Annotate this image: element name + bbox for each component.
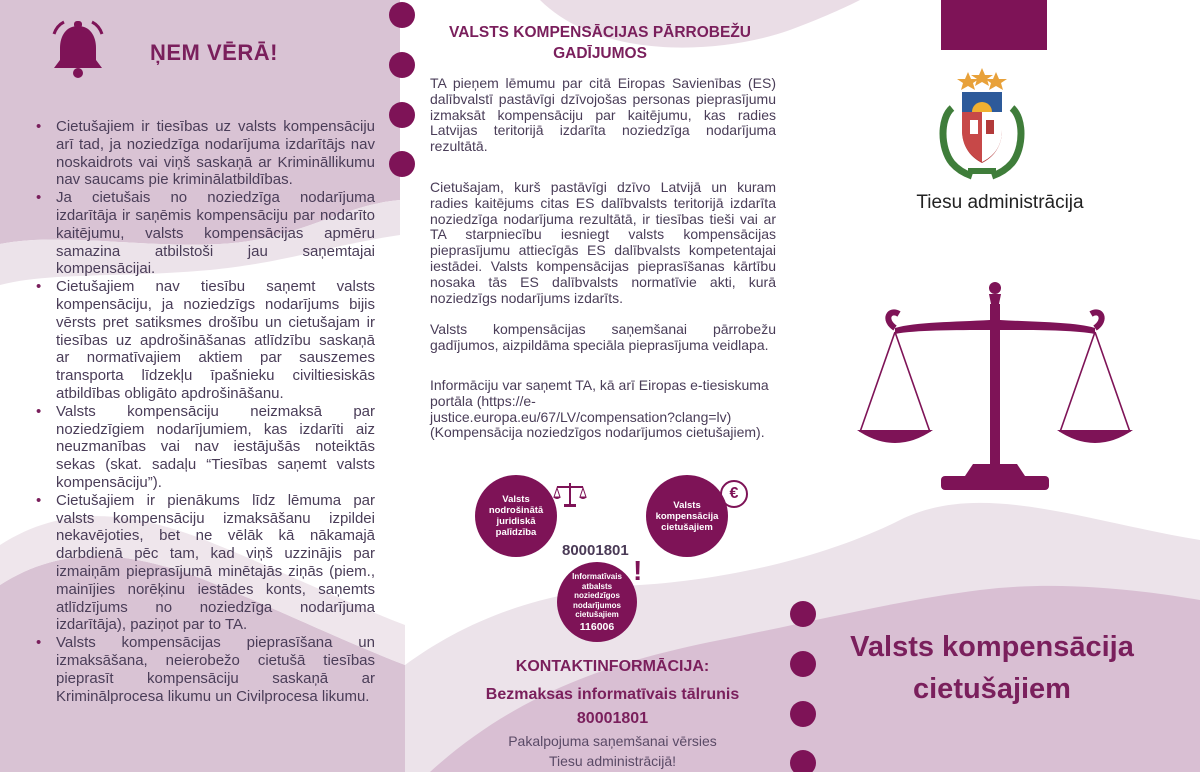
info-support-number: 116006 <box>579 620 615 633</box>
note-title: ŅEM VĒRĀ! <box>150 40 278 65</box>
scales-icon <box>855 280 1135 496</box>
decorative-dot <box>790 601 816 627</box>
legal-aid-circle <box>475 475 557 557</box>
rights-list <box>30 118 375 705</box>
decorative-dot <box>389 2 415 28</box>
compensation-circle <box>646 475 728 557</box>
contact-hotline <box>440 683 785 731</box>
info-support-label: Informatīvais atbalsts noziedzīgos nodarījumos cietušajiem <box>572 572 622 619</box>
decorative-dot <box>389 52 415 78</box>
title-line: cietušajiem <box>913 673 1071 705</box>
coat-of-arms <box>938 68 1026 180</box>
hotline-contact-number: 80001801 <box>576 710 649 727</box>
list-item: • Valsts kompensāciju neizmaksā par noziedzīgiem nodarījumiem, kas izdarīti aiz neuzmanības vai nav iestājušās noteiktās sekas (skat. sadaļu “Tiesības saņemt valsts kompensāciju”). <box>30 403 375 492</box>
contact-title: KONTAKTINFORMĀCIJA: <box>515 658 710 675</box>
hotline-label: Bezmaksas informatīvais tālrunis <box>485 686 740 703</box>
list-item: • Cietušajiem ir tiesības uz valsts kompensāciju arī tad, ja noziedzīga nodarījuma izdarītājs nav noskaidrots vai viņš saskaņā ar Krimināllikumu nav saucams pie kriminālatbildības. <box>30 118 375 189</box>
brochure-title <box>812 626 1172 710</box>
cross-border-paragraph: Cietušajam, kurš pastāvīgi dzīvo Latvijā un kuram radies kaitējums citas ES dalībvalsts teritorijā izdarīta noziedzīga nodarījuma rezultātā, ir tiesības tieši vai ar TA starpniecību iesniegt valsts kompensācijas pieprasījumu attiecīgās ES dalībvalsts kompetentajai iestādei. Valsts kompensācijas pieprasīšanas kārtību nosaka tās ES dalībvalsts normatīvie akti, kurā noziedzīgs nodarījums izdarīts. <box>430 179 776 306</box>
compensation-label: Valsts kompensācija cietušajiem <box>655 499 719 533</box>
list-item: • Cietušajiem ir pienākums līdz lēmuma par valsts kompensāciju izmaksāšanu izpildei nekavējoties, bet ne vēlāk kā nākamajā darbdienā pēc tam, kad viņš uzzinājis par izmaiņām pieprasījumā minētajās ziņās (piem., mainījies norēķinu iestādes konts, saņemts atlīdzījums no noziedzīga nodarījuma izdarītāja), paziņot par to TA. <box>30 492 375 634</box>
contact-note-line: Tiesu administrācijā! <box>548 753 677 769</box>
contact-note <box>440 731 785 771</box>
decorative-dot <box>790 750 816 772</box>
euro-icon: € <box>720 480 748 508</box>
title-line: Valsts kompensācija <box>850 631 1134 663</box>
legal-aid-label: Valsts nodrošinātā juridiskā palīdzība <box>488 494 544 538</box>
scales-icon <box>553 480 587 510</box>
contact-note-line: Pakalpojuma saņemšanai vērsies <box>508 733 717 749</box>
list-item: • Valsts kompensācijas pieprasīšana un izmaksāšana, neierobežo cietušā tiesības pieprasīt kompensāciju saskaņā ar Kriminālprocesa likumu un Civilprocesa likumu. <box>30 634 375 705</box>
cross-border-paragraph: Valsts kompensācijas saņemšanai pārrobežu gadījumos, aizpildāma speciāla pieprasījuma veidlapa. <box>430 321 776 353</box>
list-item: • Ja cietušais no noziedzīga nodarījuma izdarītāja ir saņēmis kompensāciju par nodarīto kaitējumu, valsts kompensācijas apmēru samazina atbilstoši jau saņemtajai kompensācijai. <box>30 189 375 278</box>
cross-border-paragraph: TA pieņem lēmumu par citā Eiropas Savienības (ES) dalībvalstī pastāvīgi dzīvojošas personas pieprasījumu izmaksāt kompensāciju par kaitējumu, kas radies Latvijas teritorijā izdarīta noziedzīga nodarījuma rezultātā. <box>430 75 776 155</box>
bell-icon <box>50 20 106 80</box>
decorative-dot <box>389 151 415 177</box>
list-item: • Cietušajiem nav tiesību saņemt valsts kompensāciju, ja noziedzīgs nodarījums bijis vērsts pret satiksmes drošību un cietušajam ir tiesības uz apdrošināšanas atlīdzību saskaņā ar normatīvajiem aktiem par sauszemes transporta līdzekļu īpašnieku civiltiesiskās atbildības obligāto apdrošināšanu. <box>30 278 375 403</box>
info-paragraph: Informāciju var saņemt TA, kā arī Eiropas e-tiesiskuma portāla (https://e-justice.europa.eu/67/LV/compensation?clang=lv) (Kompensācija noziedzīgos nodarījumos cietušajiem). <box>430 377 769 441</box>
exclamation-icon: ! <box>633 555 643 586</box>
cross-border-title: VALSTS KOMPENSĀCIJAS PĀRROBEŽU GADĪJUMOS <box>449 24 751 62</box>
agency-name: Tiesu administrācija <box>916 192 1084 213</box>
hotline-number: 80001801 <box>562 542 629 559</box>
decorative-dot <box>389 102 415 128</box>
info-support-circle <box>557 562 637 642</box>
top-accent-bar <box>941 0 1047 50</box>
